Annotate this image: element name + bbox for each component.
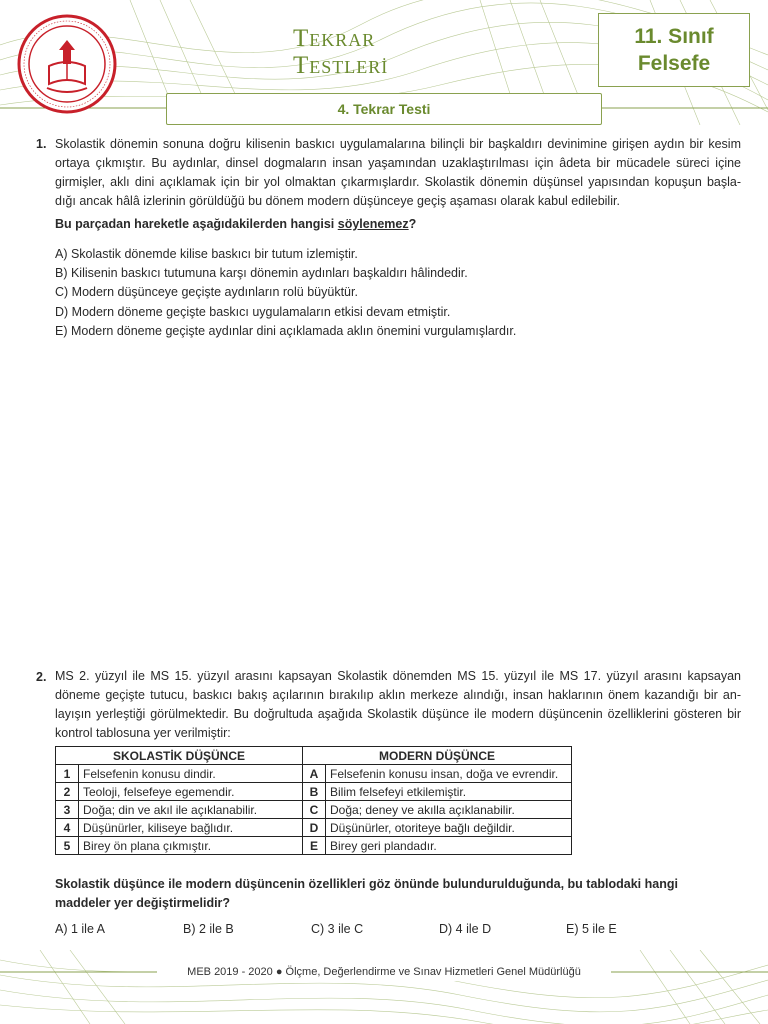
option-c[interactable]: C) 3 ile C bbox=[311, 922, 364, 936]
passage-line: layışın yerleştiği görülmektedir. Bu doğrultuda aşağıda Skolastik düşünce ile modern düşüncenin özelliklerini gösteren bir bbox=[55, 707, 741, 721]
footer-decoration bbox=[0, 950, 768, 1024]
passage-line: girmişler, aklı dini açıklamak için bir yol olmaktan çıkarmışlardır. Skolastik dönemin düşünsel yapısından kopuşun başla- bbox=[55, 175, 741, 189]
table-row bbox=[56, 783, 572, 801]
option-c[interactable]: C) Modern düşünceye geçişte aydınların rolü büyüktür. bbox=[55, 285, 358, 300]
passage-line: döneme geçişte tutucu, baskıcı bakış açılarının bırakılıp aklın merkeze alındığı, insan haklarının önem kazandığı bir an- bbox=[55, 688, 741, 702]
row-text: Felsefenin konusu dindir. bbox=[79, 765, 303, 783]
left-column-header: SKOLASTİK DÜŞÜNCE bbox=[56, 747, 303, 765]
passage-line: kontrol tablosuna yer verilmiştir: bbox=[55, 726, 231, 740]
row-text: Teoloji, felsefeye egemendir. bbox=[79, 783, 303, 801]
meb-seal-logo-icon bbox=[17, 14, 117, 114]
row-key: 4 bbox=[56, 819, 79, 837]
row-key: C bbox=[303, 801, 326, 819]
stem-line: Skolastik düşünce ile modern düşüncenin özellikleri göz önünde bulundurulduğunda, bu tablodaki hangi bbox=[55, 877, 678, 891]
question-1-number: 1. bbox=[36, 137, 47, 151]
option-b[interactable]: B) 2 ile B bbox=[183, 922, 234, 936]
row-text: Birey ön plana çıkmıştır. bbox=[79, 837, 303, 855]
row-key: 3 bbox=[56, 801, 79, 819]
row-key: E bbox=[303, 837, 326, 855]
underlined-word: söylenemez bbox=[337, 217, 409, 231]
option-e[interactable]: E) 5 ile E bbox=[566, 922, 617, 936]
option-a[interactable]: A) Skolastik dönemde kilise baskıcı bir tutum izlemiştir. bbox=[55, 247, 358, 261]
passage-line: MS 2. yüzyıl ile MS 15. yüzyıl arasını kapsayan Skolastik dönemden MS 15. yüzyıl ile MS 17. yüzyıl arasını kapsayan bbox=[55, 669, 741, 683]
row-key: A bbox=[303, 765, 326, 783]
footer-text: MEB 2019 - 2020 ● Ölçme, Değerlendirme ve Sınav Hizmetleri Genel Müdürlüğü bbox=[157, 963, 611, 981]
table-row bbox=[56, 819, 572, 837]
subject-label: Felsefe bbox=[637, 52, 711, 75]
passage-line: Skolastik dönemin sonuna doğru kilisenin baskıcı uygulamalarına bilinçli bir başkaldırı devinimine girişen aydın bir kesim bbox=[55, 137, 741, 151]
row-text: Doğa; din ve akıl ile açıklanabilir. bbox=[79, 801, 303, 819]
row-text: Düşünürler, otoriteye bağlı değildir. bbox=[326, 819, 572, 837]
option-e[interactable]: E) Modern döneme geçişte aydınlar dini açıklamada aklın önemini vurgulamışlardır. bbox=[55, 323, 517, 338]
row-text: Birey geri plandadır. bbox=[326, 837, 572, 855]
stem-line: maddeler yer değiştirmelidir? bbox=[55, 896, 231, 910]
grade-subject-box bbox=[598, 13, 750, 87]
row-key: 1 bbox=[56, 765, 79, 783]
question-2-stem bbox=[55, 875, 741, 913]
test-title: 4. Tekrar Testi bbox=[166, 93, 602, 125]
table-row bbox=[56, 837, 572, 855]
series-title: TEKRAR TESTLERİ bbox=[293, 25, 389, 79]
passage-line: dığı ancak hâlâ izlerinin görüldüğü bu dönem modern düşünceye geçiş aşaması olarak kabul edilebilir. bbox=[55, 194, 620, 208]
right-column-header: MODERN DÜŞÜNCE bbox=[303, 747, 572, 765]
option-a[interactable]: A) 1 ile A bbox=[55, 922, 106, 936]
question-2-passage bbox=[55, 667, 741, 743]
grade-label: 11. Sınıf bbox=[634, 25, 714, 48]
row-text: Doğa; deney ve akılla açıklanabilir. bbox=[326, 801, 572, 819]
table-row bbox=[56, 765, 572, 783]
option-d[interactable]: D) 4 ile D bbox=[439, 922, 492, 936]
option-d[interactable]: D) Modern döneme geçişte baskıcı uygulamaların etkisi devam etmiştir. bbox=[55, 304, 451, 319]
comparison-table bbox=[55, 746, 572, 855]
row-key: 5 bbox=[56, 837, 79, 855]
row-key: 2 bbox=[56, 783, 79, 801]
row-text: Düşünürler, kiliseye bağlıdır. bbox=[79, 819, 303, 837]
question-1-options bbox=[55, 245, 516, 341]
option-b[interactable]: B) Kilisenin baskıcı tutumuna karşı dönemin aydınları başkaldırı hâlindedir. bbox=[55, 266, 468, 281]
table-row bbox=[56, 801, 572, 819]
question-1-passage bbox=[55, 135, 741, 211]
row-key: B bbox=[303, 783, 326, 801]
question-2-number: 2. bbox=[36, 670, 47, 684]
row-text: Bilim felsefeyi etkilemiştir. bbox=[326, 783, 572, 801]
row-key: D bbox=[303, 819, 326, 837]
table-header-row bbox=[56, 747, 572, 765]
passage-line: ortaya çıkmıştır. Bu aydınlar, dinsel dogmaların insan yaşamından uzaklaştırılması için âdeta bir mücadele süreci içine bbox=[55, 156, 741, 170]
question-1-stem: Bu parçadan hareketle aşağıdakilerden hangisi söylenemez? bbox=[55, 217, 417, 231]
row-text: Felsefenin konusu insan, doğa ve evrendir. bbox=[326, 765, 572, 783]
